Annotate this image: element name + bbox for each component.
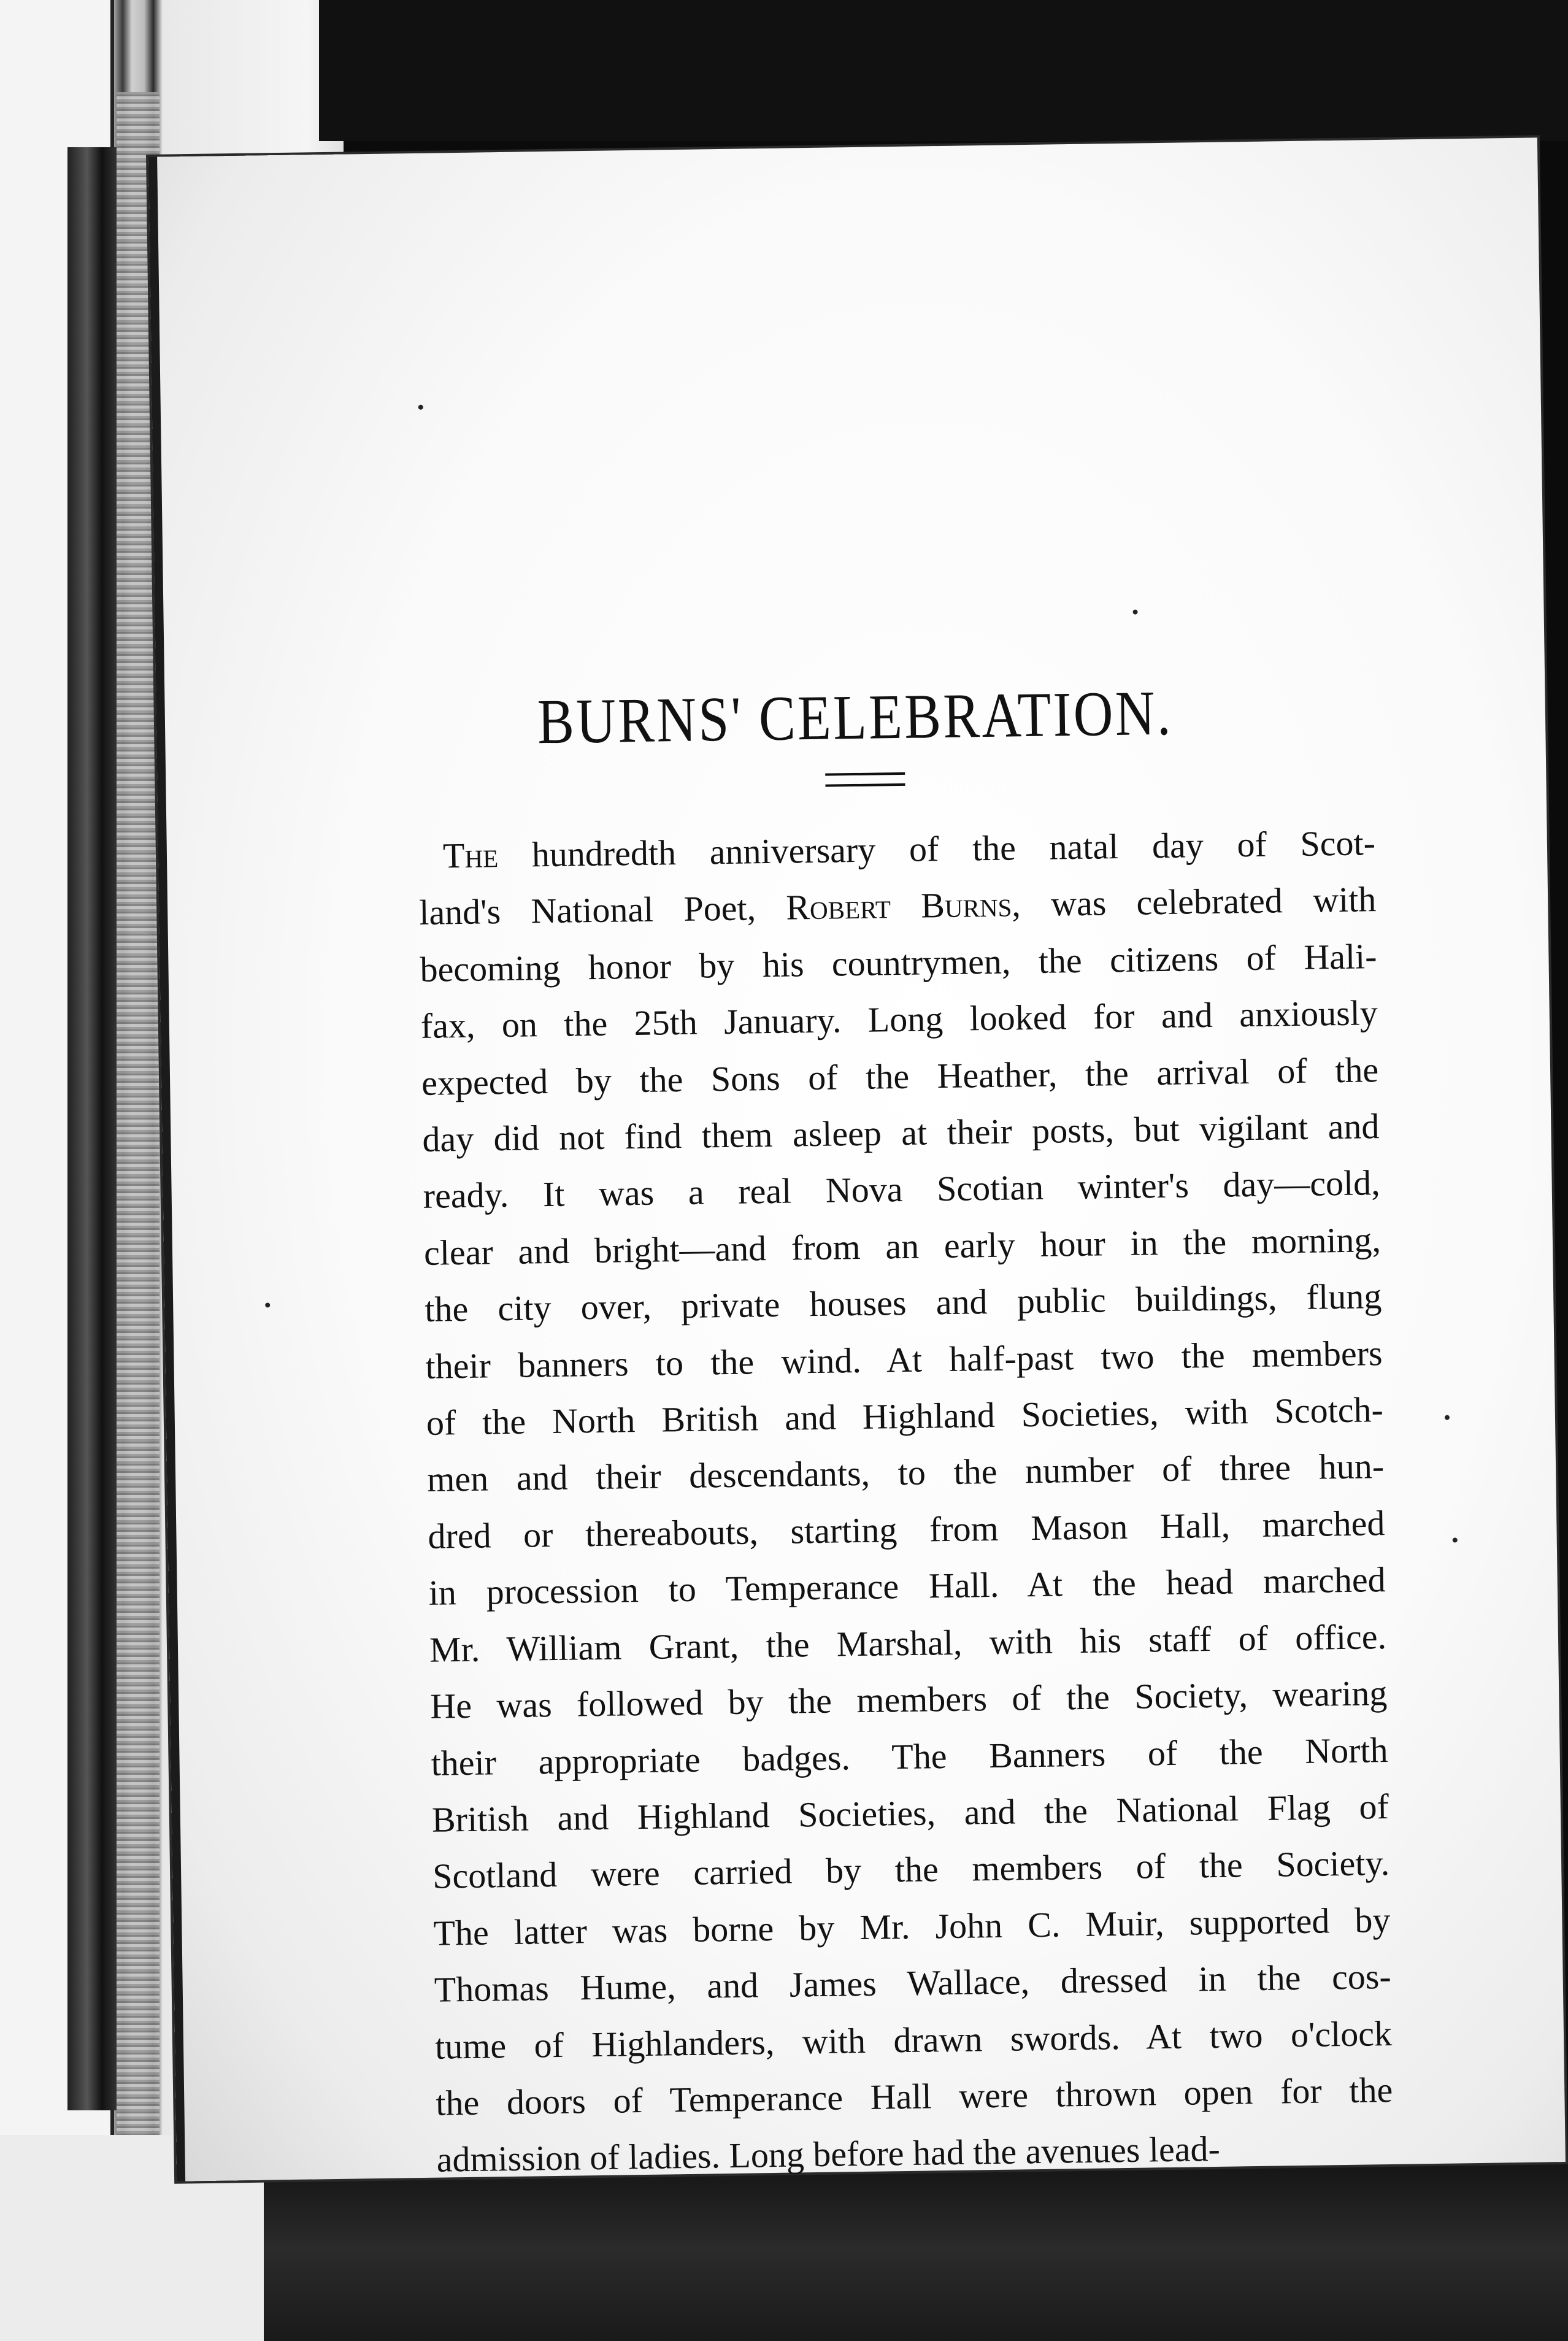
text-line: of the North British and Highland Societies, with Scotch- bbox=[426, 1390, 1384, 1443]
paper-speck bbox=[418, 405, 423, 410]
book-page bbox=[148, 137, 1566, 2181]
text-line: day did not find them asleep at their posts, but vigilant and bbox=[422, 1106, 1380, 1159]
text-line: their appropriate badges. The Banners of the North bbox=[431, 1729, 1388, 1783]
text-line: expected by the Sons of the Heather, the arrival of the bbox=[421, 1049, 1379, 1103]
text-line: ready. It was a real Nova Scotian winter's day—cold, bbox=[423, 1163, 1381, 1217]
poet-name: Robert Burns bbox=[785, 884, 1012, 928]
text-line: in procession to Temperance Hall. At the head marched bbox=[428, 1559, 1386, 1613]
text-line: British and Highland Societies, and the National Flag of bbox=[431, 1786, 1389, 1840]
text-line: tume of Highlanders, with drawn swords. At two o'clock bbox=[434, 2013, 1393, 2067]
text-run: hundredth anniversary of the natal day of Scot- bbox=[498, 823, 1376, 875]
text-run: , was celebrated with bbox=[1011, 879, 1377, 924]
page-title: BURNS' CELEBRATION. bbox=[537, 677, 1174, 758]
text-line: their banners to the wind. At half-past two the members bbox=[425, 1332, 1383, 1386]
text-line: admission of ladies. Long before had the avenues lead- bbox=[436, 2129, 1221, 2180]
text-line: men and their descendants, to the number of three hun- bbox=[426, 1446, 1385, 1500]
paper-speck bbox=[1453, 1537, 1458, 1542]
text-line: He was followed by the members of the Society, wearing bbox=[429, 1673, 1388, 1726]
text-line: the doors of Temperance Hall were thrown open for the bbox=[435, 2069, 1393, 2123]
text-line: Mr. William Grant, the Marshal, with his staff of office. bbox=[429, 1616, 1387, 1670]
text-line: becoming honor by his countrymen, the citizens of Hali- bbox=[420, 936, 1377, 990]
text-run: land's National Poet, bbox=[418, 887, 786, 933]
paper-speck bbox=[265, 1302, 270, 1307]
text-line: Thomas Hume, and James Wallace, dressed in the cos- bbox=[434, 1956, 1392, 2010]
title-rule bbox=[825, 772, 905, 787]
spine-shadow bbox=[67, 147, 117, 2110]
text-line: the city over, private houses and public buildings, flung bbox=[424, 1276, 1382, 1330]
text-line: dred or thereabouts, starting from Mason Hall, marched bbox=[428, 1502, 1385, 1556]
text-line: fax, on the 25th January. Long looked for and anxiously bbox=[420, 993, 1378, 1047]
paper-speck bbox=[1445, 1415, 1450, 1420]
body-paragraph bbox=[418, 815, 1394, 2188]
lead-word: The bbox=[442, 835, 499, 876]
paper-speck bbox=[1133, 610, 1138, 615]
text-line: clear and bright—and from an early hour in the morning, bbox=[423, 1219, 1382, 1273]
text-line: Scotland were carried by the members of the Society. bbox=[432, 1843, 1390, 1897]
scan-background-top bbox=[319, 0, 1568, 141]
text-line: The latter was borne by Mr. John C. Muir, supported by bbox=[433, 1899, 1391, 1953]
